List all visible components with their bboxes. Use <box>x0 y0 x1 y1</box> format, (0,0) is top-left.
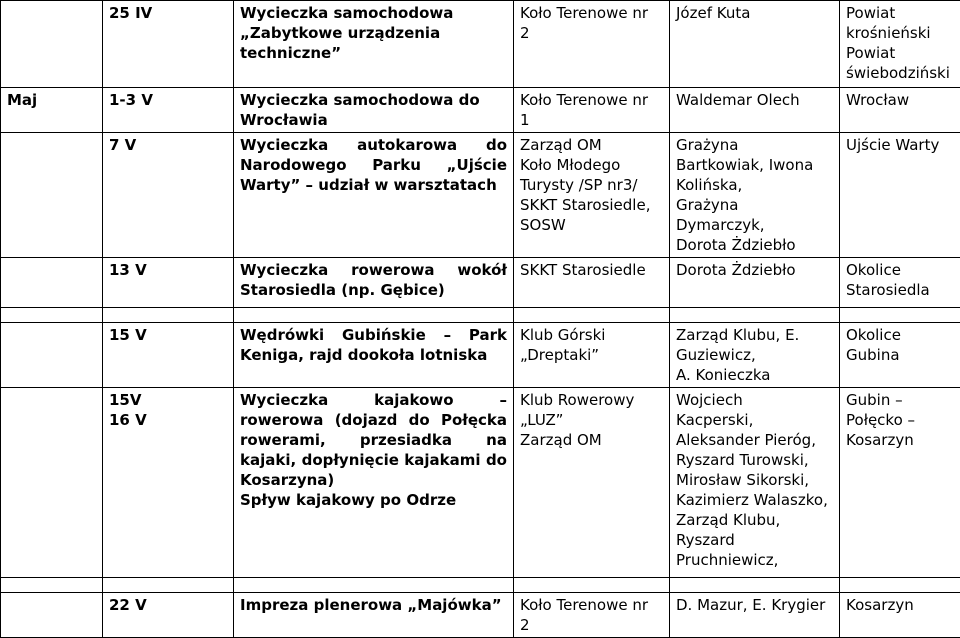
date-cell: 15V 16 V <box>103 388 234 578</box>
table-row <box>1 133 960 258</box>
date-cell: 22 V <box>103 593 234 638</box>
leader-cell: Wojciech Kacperski, Aleksander Pieróg, Ryszard Turowski, Mirosław Sikorski, Kazimierz Walaszko, Zarząd Klubu, Ryszard Pruchniewicz, <box>670 388 840 578</box>
organizer-cell: Zarząd OM Koło Młodego Turysty /SP nr3/ SKKT Starosiedle, SOSW <box>514 133 670 258</box>
spacer-cell <box>840 578 960 593</box>
event-cell: Wędrówki Gubińskie – Park Keniga, rajd dookoła lotniska <box>234 323 514 388</box>
leader-cell: Grażyna Bartkowiak, Iwona Kolińska, Grażyna Dymarczyk, Dorota Żdziebło <box>670 133 840 258</box>
organizer-cell: Klub Rowerowy „LUZ” Zarząd OM <box>514 388 670 578</box>
leader-cell: Zarząd Klubu, E. Guziewicz, A. Konieczka <box>670 323 840 388</box>
spacer-cell <box>514 308 670 323</box>
organizer-cell: Koło Terenowe nr 2 <box>514 1 670 88</box>
month-cell <box>1 258 103 308</box>
place-cell: Okolice Gubina <box>840 323 960 388</box>
event-cell: Wycieczka samochodowa „Zabytkowe urządzenia techniczne” <box>234 1 514 88</box>
spacer-cell <box>103 308 234 323</box>
event-cell: Wycieczka autokarowa do Narodowego Parku „Ujście Warty” – udział w warsztatach <box>234 133 514 258</box>
month-cell <box>1 593 103 638</box>
date-cell: 7 V <box>103 133 234 258</box>
spacer-cell <box>840 308 960 323</box>
event-cell: Wycieczka rowerowa wokół Starosiedla (np. Gębice) <box>234 258 514 308</box>
place-cell: Powiat krośnieński Powiat świebodziński <box>840 1 960 88</box>
event-cell: Impreza plenerowa „Majówka” <box>234 593 514 638</box>
table-row <box>1 1 960 88</box>
leader-cell: Dorota Żdziebło <box>670 258 840 308</box>
spacer-cell <box>670 308 840 323</box>
organizer-cell: Klub Górski „Dreptaki” <box>514 323 670 388</box>
event-cell: Wycieczka samochodowa do Wrocławia <box>234 88 514 133</box>
date-cell: 1-3 V <box>103 88 234 133</box>
month-cell <box>1 1 103 88</box>
month-cell <box>1 323 103 388</box>
table-row <box>1 593 960 638</box>
organizer-cell: Koło Terenowe nr 1 <box>514 88 670 133</box>
place-cell: Okolice Starosiedla <box>840 258 960 308</box>
date-cell: 25 IV <box>103 1 234 88</box>
month-cell <box>1 133 103 258</box>
leader-cell: Józef Kuta <box>670 1 840 88</box>
spacer-cell <box>234 578 514 593</box>
organizer-cell: Koło Terenowe nr 2 <box>514 593 670 638</box>
month-cell: Maj <box>1 88 103 133</box>
leader-cell: D. Mazur, E. Krygier <box>670 593 840 638</box>
organizer-cell: SKKT Starosiedle <box>514 258 670 308</box>
spacer-cell <box>1 308 103 323</box>
spacer-cell <box>670 578 840 593</box>
date-cell: 13 V <box>103 258 234 308</box>
spacer-row <box>1 308 960 323</box>
spacer-cell <box>1 578 103 593</box>
month-cell <box>1 388 103 578</box>
spacer-cell <box>234 308 514 323</box>
leader-cell: Waldemar Olech <box>670 88 840 133</box>
spacer-cell <box>103 578 234 593</box>
place-cell: Wrocław <box>840 88 960 133</box>
place-cell: Ujście Warty <box>840 133 960 258</box>
place-cell: Gubin – Połęcko – Kosarzyn <box>840 388 960 578</box>
table-row <box>1 88 960 133</box>
place-cell: Kosarzyn <box>840 593 960 638</box>
event-cell: Wycieczka kajakowo – rowerowa (dojazd do Połęcka rowerami, przesiadka na kajaki, dopłynięcie kajakami do Kosarzyna) Spływ kajakowy po Odrze <box>234 388 514 578</box>
date-cell: 15 V <box>103 323 234 388</box>
table-row <box>1 258 960 308</box>
table-row <box>1 388 960 578</box>
table-row <box>1 323 960 388</box>
spacer-row <box>1 578 960 593</box>
spacer-cell <box>514 578 670 593</box>
